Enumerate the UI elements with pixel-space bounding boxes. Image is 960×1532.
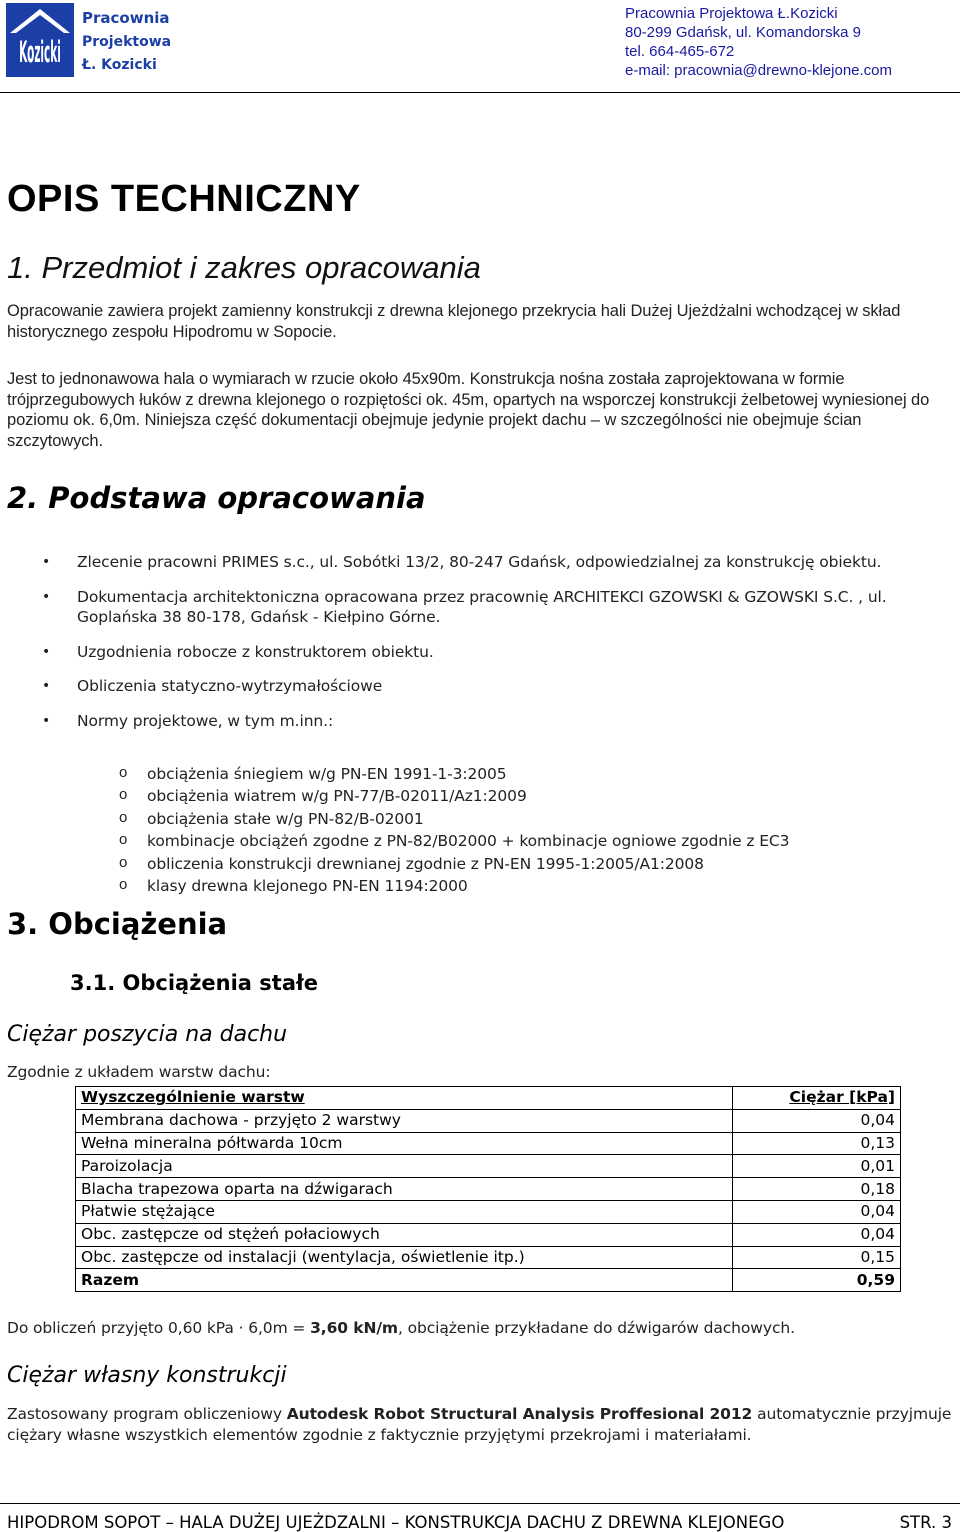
company-name: Pracownia Projektowa Ł.Kozicki [625,5,838,22]
footer-project-title: HIPODROM SOPOT – HALA DUŻEJ UJEŻDZALNI – KONSTRUKCJA DACHU Z DREWNA KLEJONEGO [7,1513,785,1532]
table-header-row [76,1087,901,1110]
roof-layers-table [75,1086,901,1292]
page-footer [7,1513,952,1532]
company-contact [625,4,955,80]
self-weight-heading: Ciężar własny konstrukcji [7,1363,287,1388]
table-row: Obc. zastępcze od stężeń połaciowych 0,04 [76,1223,901,1246]
basis-list [7,552,955,745]
section-1-paragraph-1: Opracowanie zawiera projekt zamienny konstrukcji z drewna klejonego przekrycia hali Dużej Ujeżdżalni wchodzącej w skład historycznego zespołu Hipodromu w Sopocie. [7,302,901,341]
column-header-name: Wyszczególnienie warstw [76,1087,733,1110]
self-weight-paragraph: Zastosowany program obliczeniowy Autodesk Robot Structural Analysis Proffesional 2012 automatycznie przyjmuje ciężary własne wszystkich elementów zgodnie z faktycznie przyjętymi przekrojami i materiałami. [7,1405,952,1444]
section-1-heading: 1. Przedmiot i zakres opracowania [7,250,481,285]
logo-line-2: Projektowa [82,34,172,50]
norm-item: o obliczenia konstrukcji drewnianej zgodnie z PN-EN 1995-1:2005/A1:2008 [7,853,952,875]
norms-list [7,763,952,897]
company-email: e-mail: pracownia@drewno-klejone.com [625,62,893,79]
logo-line-1: Pracownia [82,9,170,27]
page-number: STR. 3 [899,1513,952,1532]
column-header-weight: Ciężar [kPa] [732,1087,900,1110]
software-name: Autodesk Robot Structural Analysis Proffesional 2012 [286,1405,753,1423]
section-3-heading: 3. Obciążenia [7,907,228,941]
roof-load-value: 3,60 kN/m [310,1319,398,1337]
roof-weight-heading: Ciężar poszycia na dachu [7,1022,288,1047]
norm-item: o obciążenia wiatrem w/g PN-77/B-02011/Az1:2009 [7,785,952,807]
table-row: Blacha trapezowa oparta na dźwigarach 0,18 [76,1178,901,1201]
table-total-row: Razem 0,59 [76,1269,901,1292]
list-item: • Obliczenia statyczno-wytrzymałościowe [7,676,955,697]
norm-item: o kombinacje obciążeń zgodne z PN-82/B02000 + kombinacje ogniowe zgodnie z EC3 [7,830,952,852]
company-phone: tel. 664-465-672 [625,43,735,60]
company-address: 80-299 Gdańsk, ul. Komandorska 9 [625,24,861,41]
header-divider [0,92,960,93]
norm-item: o obciążenia śniegiem w/g PN-EN 1991-1-3:2005 [7,763,952,785]
logo-word: Kozicki [19,36,61,70]
section-1-paragraph-2 [7,369,952,451]
table-row: Wełna mineralna półtwarda 10cm 0,13 [76,1132,901,1155]
norm-item: o obciążenia stałe w/g PN-82/B-02001 [7,808,952,830]
section-2-heading: 2. Podstawa opracowania [7,481,426,515]
table-row: Membrana dachowa - przyjęto 2 warstwy 0,04 [76,1109,901,1132]
paragraph-2-part-a: Jest to jednonawowa hala o wymiarach w rzucie około 45x90m. Konstrukcja nośna została zaprojektowana w formie trójprzegubowych łuków z drewna klejonego o rozpiętości ok. 45m, opartych na wsporczej konstrukcji żelbetowej wyniesionej do poziomu ok. 6,0m. [7,370,930,429]
company-logo [6,3,172,77]
section-3-1-heading: 3.1. Obciążenia stałe [70,971,319,995]
list-item: • Normy projektowe, w tym m.inn.: [7,711,955,732]
roof-layers-intro: Zgodnie z układem warstw dachu: [7,1063,271,1081]
footer-divider [0,1503,960,1504]
table-row: Obc. zastępcze od instalacji (wentylacja, oświetlenie itp.) 0,15 [76,1246,901,1269]
norm-item: o klasy drewna klejonego PN-EN 1194:2000 [7,875,952,897]
table-row: Płatwie stężające 0,04 [76,1200,901,1223]
document-title: OPIS TECHNICZNY [7,178,361,220]
table-row: Paroizolacja 0,01 [76,1155,901,1178]
paragraph-2-part-b: Niniejsza część dokumentacji obejmuje jedynie projekt dachu – w szczególności nie obejmuje ścian szczytowych. [7,411,862,450]
list-item: • Zlecenie pracowni PRIMES s.c., ul. Sobótki 13/2, 80-247 Gdańsk, odpowiedzialnej za konstrukcję obiektu. [7,552,955,573]
logo-line-3: Ł. Kozicki [82,57,157,73]
list-item: • Uzgodnienia robocze z konstruktorem obiektu. [7,642,955,663]
roof-load-calculation: Do obliczeń przyjęto 0,60 kPa · 6,0m = 3,60 kN/m, obciążenie przykładane do dźwigarów dachowych. [7,1319,795,1337]
list-item: • Dokumentacja architektoniczna opracowana przez pracownię ARCHITEKCI GZOWSKI & GZOWSKI S.C. , ul. Goplańska 38 80-178, Gdańsk - Kiełpino Górne. [7,587,955,628]
